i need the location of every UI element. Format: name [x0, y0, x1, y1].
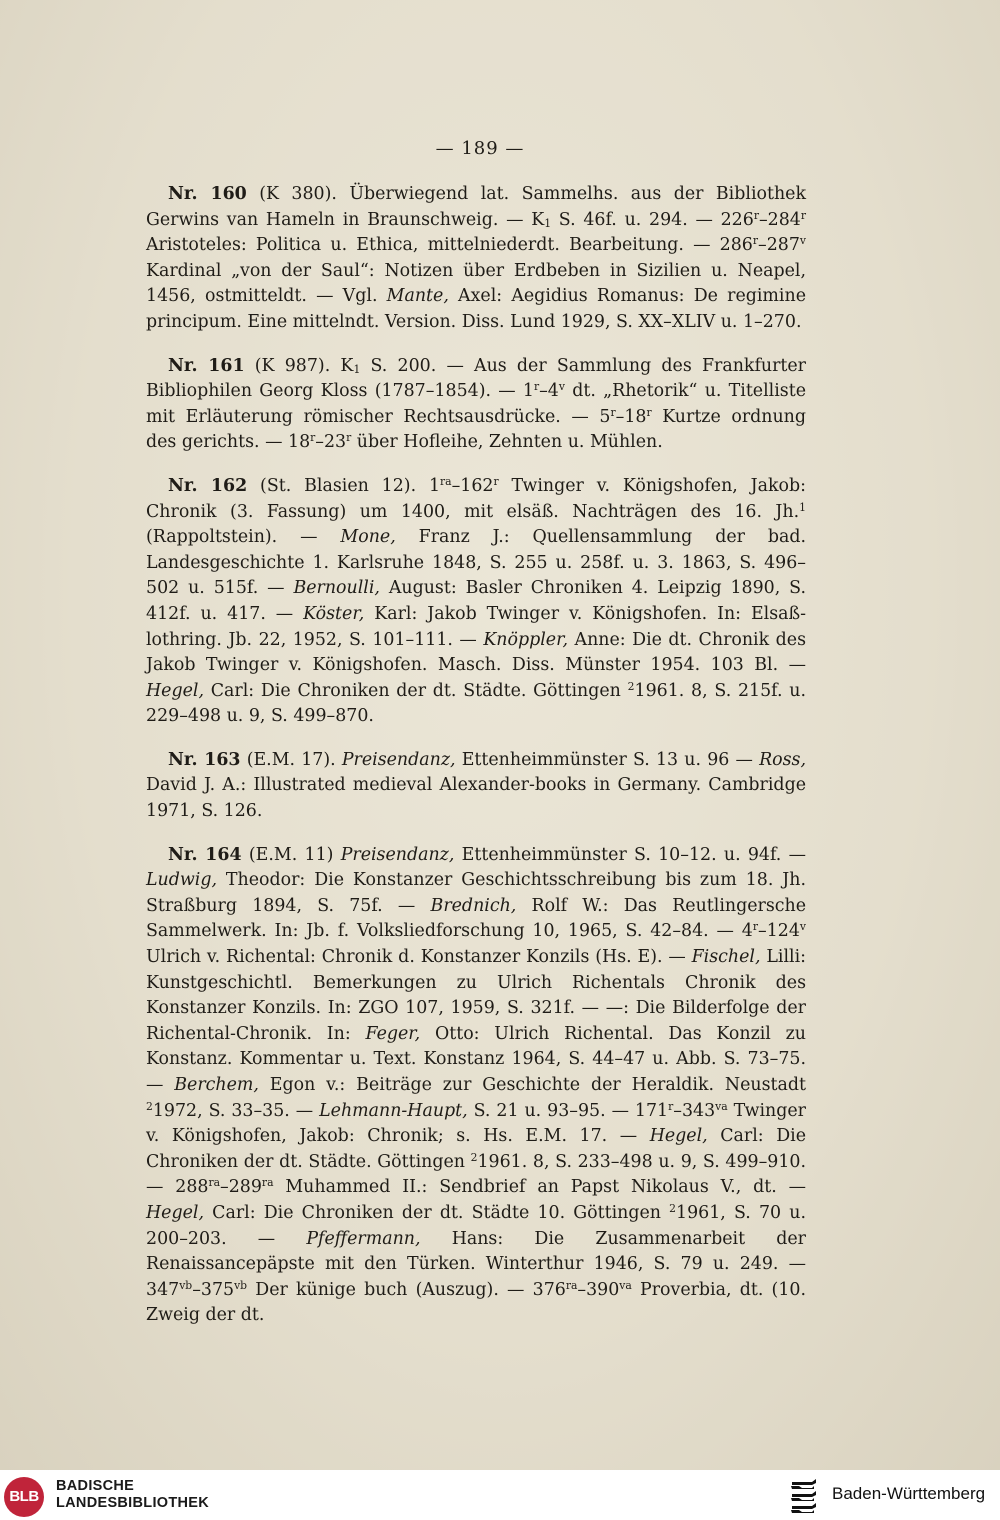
catalog-entry-162 — [146, 474, 806, 730]
catalog-entry-163 — [146, 748, 806, 825]
catalog-entry-160 — [146, 182, 806, 336]
entry-number: Nr. 164 — [168, 844, 242, 865]
catalog-entry-161 — [146, 354, 806, 456]
lions-emblem-icon — [788, 1476, 820, 1516]
entry-text: (St. Blasien 12). $1^{ra}-162^r$ Twinger v. Königshofen, Jakob: Chronik (3. Fassung) um 1400, mit elsäß. Nachträgen des 16. Jh.$^1$ (Rappoltstein). — Mone, Franz J.: Quellensammlung der bad. Landesgeschichte 1. Karlsruhe 1848, S. 255 u. 258f. u. 3. 1863, S. 496–502 u. 515f. — Bernoulli, August: Basler Chroniken 4. Leipzig 1890, S. 412f. u. 417. — Köster, Karl: Jakob Twinger v. Königshofen. In: Elsaß-lothring. Jb. 22, 1952, S. 101–111. — Knöppler, Anne: Die dt. Chronik des Jakob Twinger v. Königshofen. Masch. Diss. Münster 1954. 103 Bl. — Hegel, Carl: Die Chroniken der dt. Städte. Göttingen $^2$1961. 8, S. 215f. u. 229–498 u. 9, S. 499–870. — [146, 475, 807, 727]
entry-text: (K 380). Überwiegend lat. Sammelhs. aus der Bibliothek Gerwins van Hameln in Braunschweig. — $K_1$ S. 46f. u. 294. — 226$^r$–284$^r$ Aristoteles: Politica u. Ethica, mittelniederdt. Bearbeitung. — 286$^r$–287$^v$ Kardinal „von der Saul“: Notizen über Erdbeben in Sizilien u. Neapel, 1456, ostmitteldt. — Vgl. Mante, Axel: Aegidius Romanus: De regimine principum. Eine mittelndt. Version. Diss. Lund 1929, S. XX–XLIV u. 1–270. — [146, 184, 807, 332]
entry-number: Nr. 160 — [168, 184, 247, 204]
page-number: — 189 — — [435, 138, 525, 159]
library-name-line1: BADISCHE — [56, 1478, 135, 1494]
blb-logo[interactable]: BLB — [4, 1477, 44, 1517]
catalog-text — [146, 182, 806, 1347]
viewer-footer — [0, 1470, 1000, 1520]
partner-name[interactable]: Baden-Württemberg — [832, 1484, 986, 1503]
library-name[interactable] — [56, 1478, 209, 1512]
entry-text: (E.M. 17). Preisendanz, Ettenheimmünster S. 13 u. 96 — Ross, David J. A.: Illustrated medieval Alexander-books in Germany. Cambridge 1971, S. 126. — [146, 749, 807, 822]
catalog-entry-164 — [146, 843, 806, 1329]
entry-number: Nr. 162 — [168, 475, 248, 496]
entry-text: (K 987). $K_1$ S. 200. — Aus der Sammlung des Frankfurter Bibliophilen Georg Kloss (1787–1854). — 1$^r$–4$^v$ dt. „Rhetorik“ u. Titelliste mit Erläuterung römischer Rechtsausdrücke. — 5$^r$–18$^r$ Kurtze ordnung des gerichts. — 18$^r$–23$^r$ über Hofleihe, Zehnten u. Mühlen. — [146, 355, 806, 453]
entry-number: Nr. 161 — [168, 355, 245, 376]
entry-number: Nr. 163 — [168, 749, 241, 770]
entry-text: (E.M. 11) Preisendanz, Ettenheimmünster S. 10–12. u. 94f. — Ludwig, Theodor: Die Konstanzer Geschichtsschreibung bis zum 18. Jh. Straßburg 1894, S. 75f. — Brednich, Rolf W.: Das Reutlingersche Sammelwerk. In: Jb. f. Volksliedforschung 10, 1965, S. 42–84. — 4$^r$–124$^v$ Ulrich v. Richental: Chronik d. Konstanzer Konzils (Hs. E). — Fischel, Lilli: Kunstgeschichtl. Bemerkungen zu Ulrich Richentals Chronik des Konstanzer Konzils. In: ZGO 107, 1959, S. 321f. — —: Die Bilderfolge der Richental-Chronik. In: Feger, Otto: Ulrich Richental. Das Konzil zu Konstanz. Kommentar u. Text. Konstanz 1964, S. 44–47 u. Abb. S. 73–75. — Berchem, Egon v.: Beiträge zur Geschichte der Heraldik. Neustadt $^2$1972, S. 33–35. — Lehmann-Haupt, S. 21 u. 93–95. — $171^r-343^{va}$ Twinger v. Königshofen, Jakob: Chronik; s. Hs. E.M. 17. — Hegel, Carl: Die Chroniken der dt. Städte. Göttingen $^2$1961. 8, S. 233–498 u. 9, S. 499–910. — $288^{ra}-289^{ra}$ Muhammed II.: Sendbrief an Papst Nikolaus V., dt. — Hegel, Carl: Die Chroniken der dt. Städte 10. Göttingen $^2$1961, S. 70 u. 200–203. — Pfeffermann, Hans: Die Zusammenarbeit der Renaissancepäpste mit den Türken. Winterthur 1946, S. 79 u. 249. — $347^{vb}-375^{vb}$ Der künige buch (Auszug). — $376^{ra}-390^{va}$ Proverbia, dt. (10. Zweig der dt. — [146, 844, 807, 1326]
library-name-line2: LANDESBIBLIOTHEK — [56, 1495, 210, 1511]
